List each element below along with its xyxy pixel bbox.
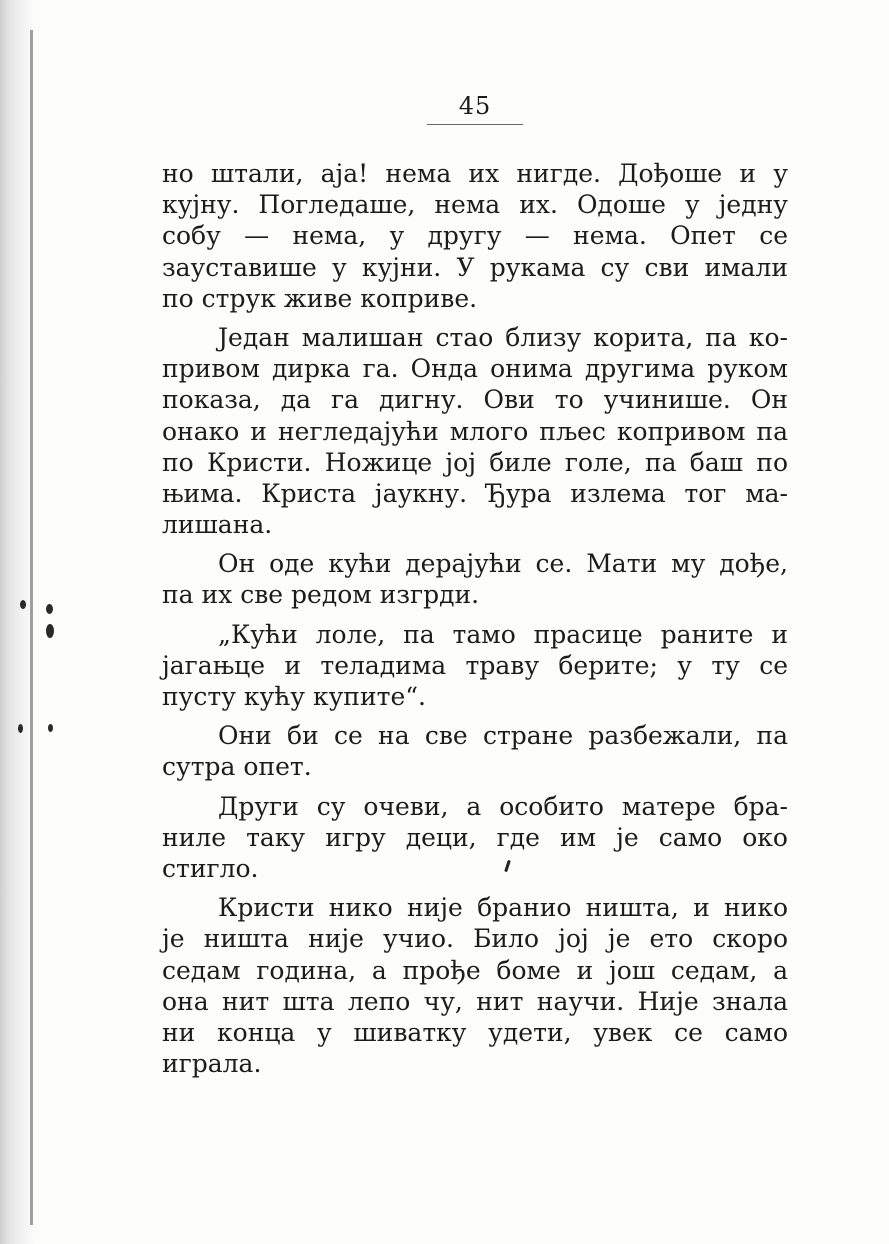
body-text — [162, 158, 788, 1087]
text-line: Он оде кући дерајући се. Мати му дође, — [218, 549, 788, 579]
text-line: јагањце и теладима траву берите; у ту се — [162, 650, 788, 680]
text-line: „Кући лоле, па тамо прасице раните и — [218, 619, 788, 649]
paragraph — [162, 720, 788, 782]
page-gutter-shadow — [0, 0, 42, 1244]
text-line: но штали, аја! нема их нигде. Дођоше и у — [162, 159, 788, 188]
page-number-rule — [427, 124, 523, 125]
text-line: па их све редом изгрди. — [162, 580, 480, 610]
ink-speck — [46, 604, 53, 614]
text-line: седам година, а прође боме и још седам, а — [162, 955, 788, 985]
text-line: кујну. Погледаше, нема их. Одоше у једну — [162, 190, 788, 220]
text-line: Један малишан стао близу корита, па ко- — [218, 322, 788, 352]
ink-speck — [46, 624, 54, 638]
text-line: ниле таку игру деци, где им је само око — [162, 822, 788, 852]
paragraph — [162, 619, 788, 713]
text-line: Они би се на све стране разбежали, па — [218, 721, 788, 751]
text-line: привом дирка га. Онда онима другима руком — [162, 354, 788, 384]
text-line: Други су очеви, а особито матере бра- — [218, 791, 788, 821]
text-line: играла. — [162, 1049, 262, 1079]
ink-speck — [48, 724, 53, 732]
paragraph — [162, 791, 788, 885]
text-line: њима. Криста јаукну. Ђура излема тог ма- — [162, 478, 788, 508]
paragraph — [162, 548, 788, 610]
text-line: пусту кућу купите“. — [162, 682, 426, 711]
text-line: ни конца у шиватку удети, увек се само — [162, 1017, 788, 1047]
page-number: 45 — [458, 92, 492, 120]
paragraph — [162, 158, 788, 314]
paragraph — [162, 322, 788, 540]
text-line: по Кристи. Ножице јој биле голе, па баш по — [162, 447, 788, 477]
binding-edge — [30, 30, 33, 1225]
text-line: сутра опет. — [162, 752, 312, 782]
ink-speck — [18, 724, 23, 733]
ink-speck — [20, 600, 26, 609]
text-line: зауставише у кујни. У рукама су сви имали — [162, 252, 788, 282]
text-line: лишана. — [162, 510, 273, 540]
text-line: по струк живе коприве. — [162, 283, 478, 313]
paragraph — [162, 892, 788, 1079]
text-line: стигло. — [162, 853, 259, 883]
text-line: она нит шта лепо чу, нит научи. Није знала — [162, 986, 788, 1016]
text-line: онако и негледајући млого пљес копривом па — [162, 416, 788, 446]
text-line: показа, да га дигну. Ови то учинише. Он — [162, 385, 788, 415]
text-line: собу — нема, у другу — нема. Опет се — [162, 221, 788, 251]
text-line: је ништа није учио. Било јој је ето скоро — [162, 924, 788, 954]
text-line: Кристи нико није бранио ништа, и нико — [218, 893, 788, 923]
